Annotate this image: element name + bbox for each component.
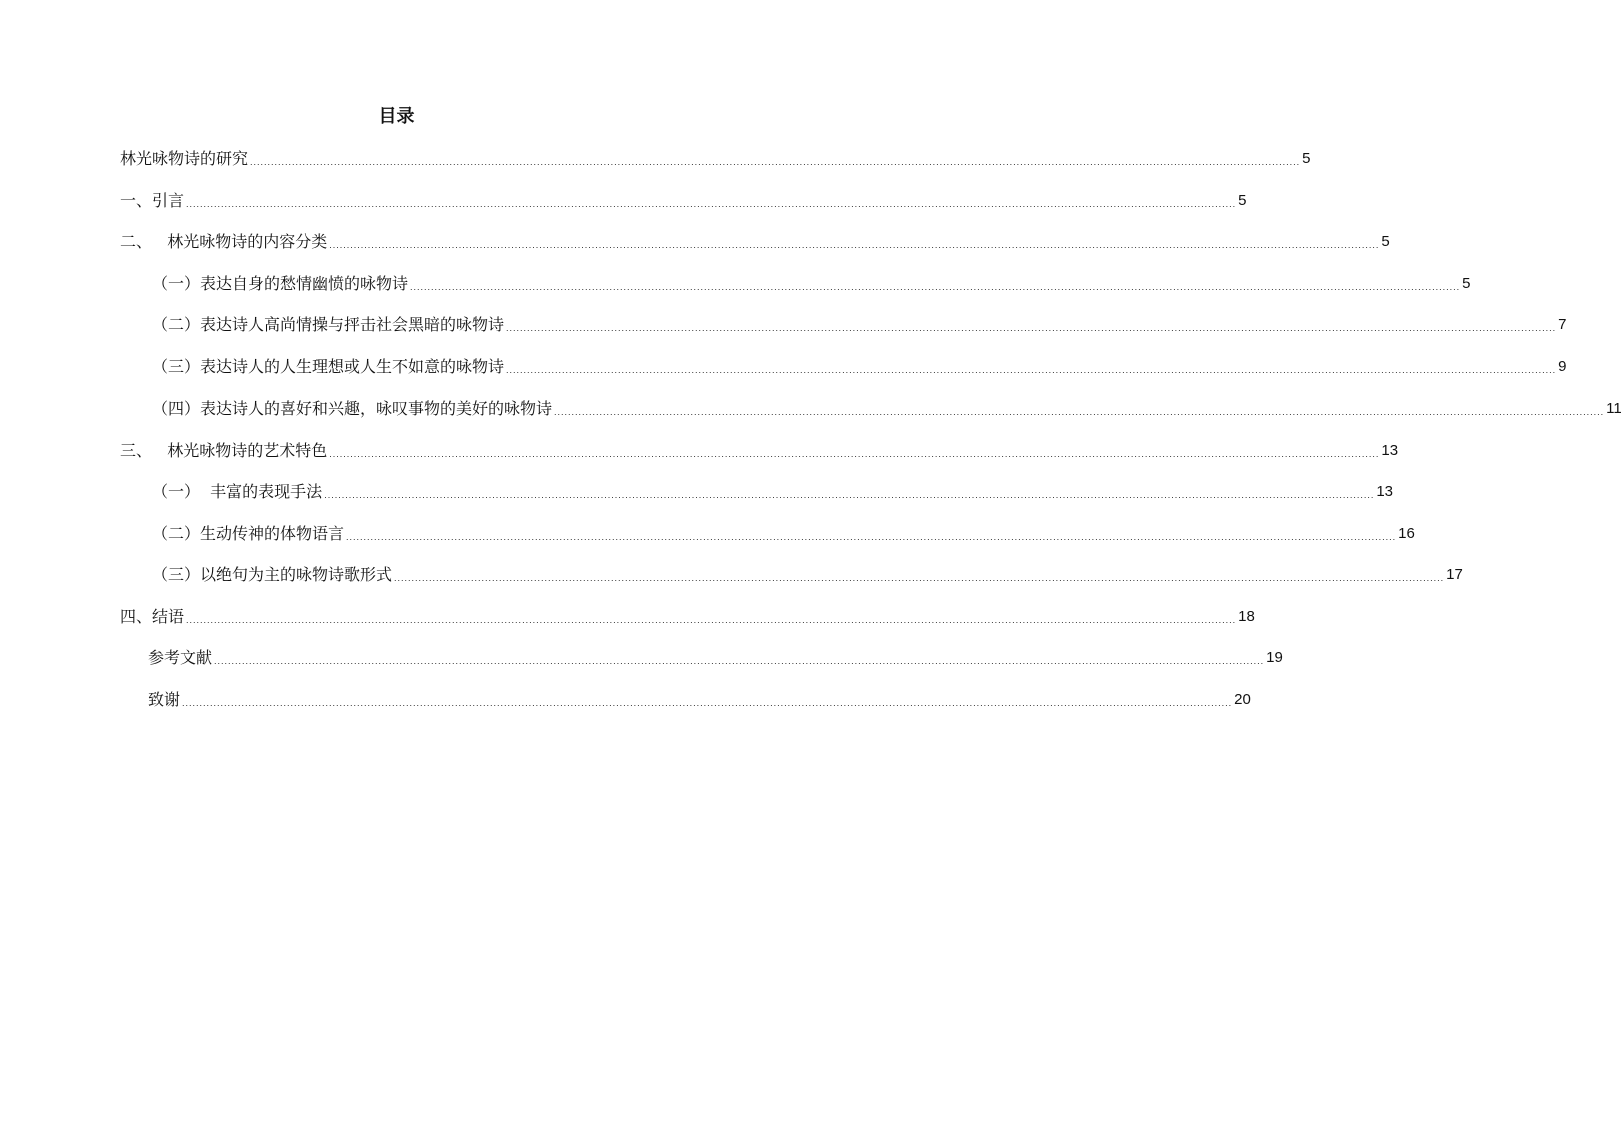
toc-entry[interactable] — [152, 564, 1463, 586]
toc-entry-label: （三）以绝句为主的咏物诗歌形式 — [152, 565, 393, 584]
toc-entry-label: （二）表达诗人高尚情操与抨击社会黑暗的咏物诗 — [152, 315, 505, 334]
toc-entry[interactable] — [120, 148, 1311, 170]
toc-title: 目录 — [378, 106, 415, 127]
toc-entry[interactable] — [148, 689, 1251, 711]
toc-entry-page: 20 — [1234, 691, 1251, 708]
toc-entry-page: 7 — [1558, 316, 1567, 333]
toc-entry-label: （一）表达自身的愁情幽愤的咏物诗 — [152, 274, 409, 293]
toc-entry-label: 参考文献 — [148, 648, 213, 667]
toc-entry-page: 9 — [1558, 358, 1567, 375]
toc-entry-page: 17 — [1446, 566, 1463, 583]
toc-entry[interactable] — [120, 606, 1255, 628]
toc-leader-dots: ............................................................................................................................................................................................................................................................................................................ — [214, 656, 1265, 666]
toc-leader-dots: ............................................................................................................................................................................................................................................................................................................ — [186, 199, 1237, 209]
toc-entry[interactable] — [120, 440, 1399, 462]
toc-entry-label: 三、 林光咏物诗的艺术特色 — [120, 441, 328, 460]
toc-entry-page: 13 — [1376, 483, 1394, 500]
toc-entry-page: 5 — [1238, 192, 1247, 209]
toc-entry[interactable] — [148, 647, 1283, 669]
toc-leader-dots: ............................................................................................................................................................................................................................................................................................................ — [410, 282, 1461, 292]
toc-entry-label: （四）表达诗人的喜好和兴趣，咏叹事物的美好的咏物诗 — [152, 399, 553, 418]
toc-leader-dots: ............................................................................................................................................................................................................................................................................................................ — [506, 323, 1557, 333]
toc-entry[interactable] — [152, 314, 1567, 336]
toc-leader-dots: ............................................................................................................................................................................................................................................................................................................ — [554, 407, 1605, 417]
toc-entry-label: 二、 林光咏物诗的内容分类 — [120, 232, 328, 251]
toc-entry-label: 林光咏物诗的研究 — [120, 149, 249, 168]
toc-entry-page: 16 — [1398, 525, 1415, 542]
toc-entry[interactable] — [152, 356, 1567, 378]
toc-entry-label: 致谢 — [148, 690, 181, 709]
toc-entry-page: 5 — [1302, 150, 1311, 167]
toc-entry[interactable] — [120, 190, 1247, 212]
toc-entry-page: 11 — [1606, 400, 1622, 417]
toc-entry[interactable] — [120, 231, 1390, 253]
toc-entry[interactable] — [152, 481, 1394, 503]
toc-entry-page: 18 — [1238, 608, 1255, 625]
toc-leader-dots: ............................................................................................................................................................................................................................................................................................................ — [324, 490, 1375, 500]
toc-leader-dots: ............................................................................................................................................................................................................................................................................................................ — [329, 449, 1380, 459]
toc-entry-label: 四、结语 — [120, 607, 185, 626]
toc-leader-dots: ............................................................................................................................................................................................................................................................................................................ — [329, 240, 1380, 250]
toc-entry-page: 13 — [1381, 442, 1399, 459]
toc-entry-label: （二）生动传神的体物语言 — [152, 524, 345, 543]
toc-leader-dots: ............................................................................................................................................................................................................................................................................................................ — [186, 615, 1237, 625]
toc-entry[interactable] — [152, 398, 1622, 420]
toc-leader-dots: ............................................................................................................................................................................................................................................................................................................ — [346, 532, 1397, 542]
toc-entry-page: 5 — [1462, 275, 1471, 292]
toc-entry-label: 一、引言 — [120, 191, 185, 210]
toc-leader-dots: ............................................................................................................................................................................................................................................................................................................ — [394, 573, 1445, 583]
toc-entry-page: 19 — [1266, 649, 1283, 666]
toc-leader-dots: ............................................................................................................................................................................................................................................................................................................ — [250, 157, 1301, 167]
toc-entry[interactable] — [152, 523, 1415, 545]
toc-entry[interactable] — [152, 273, 1471, 295]
toc-leader-dots: ............................................................................................................................................................................................................................................................................................................ — [506, 365, 1557, 375]
toc-entry-page: 5 — [1381, 233, 1390, 250]
toc-leader-dots: ............................................................................................................................................................................................................................................................................................................ — [182, 698, 1233, 708]
toc-entry-label: （一） 丰富的表现手法 — [152, 482, 323, 501]
toc-entry-label: （三）表达诗人的人生理想或人生不如意的咏物诗 — [152, 357, 505, 376]
